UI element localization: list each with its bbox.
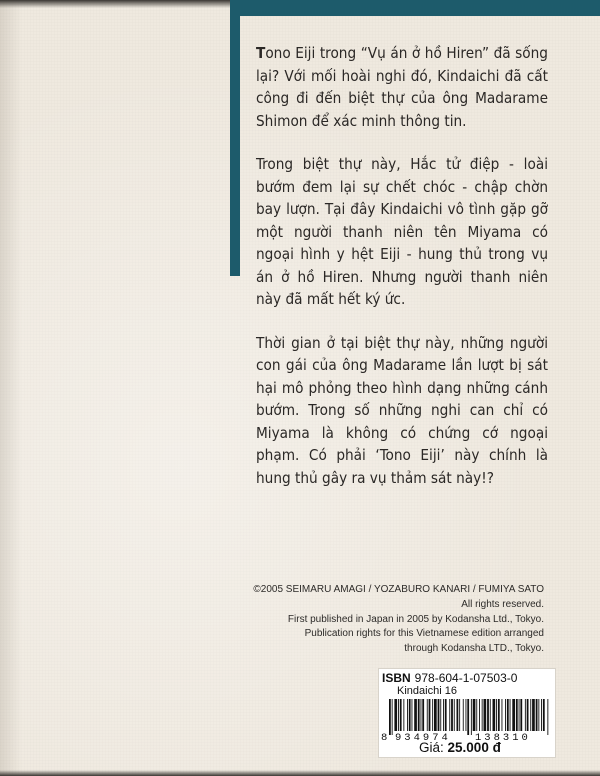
synopsis-text (256, 42, 548, 510)
synopsis-paragraph-2: Trong biệt thự này, Hắc tử điệp - loài bướm đem lại sự chết chóc - chập chờn bay lượn. Tại đây Kindaichi vô tình gặp gỡ một người thanh niên tên Miyama có ngoại hình y hệt Eiji - hung thủ trong vụ án ở hồ Hiren. Nhưng người thanh niên này đã mất hết ký ức. (256, 155, 548, 308)
barcode-stripe (427, 699, 428, 731)
barcode-stripe (467, 699, 469, 735)
barcode-stripe (476, 699, 477, 731)
barcode-stripe (438, 699, 440, 731)
isbn-line (382, 671, 517, 685)
paragraph-1-text: ono Eiji trong “Vụ án ở hồ Hiren” đã sống lại? Với mối hoài nghi đó, Kindaichi đã cất công đi đến biệt thự của ông Madarame Shimon để xác minh thông tin. (256, 44, 548, 130)
first-published-line: First published in Japan in 2005 by Kodansha Ltd., Tokyo. (287, 613, 544, 625)
barcode-stripe (512, 699, 515, 731)
barcode-stripe (422, 699, 424, 731)
series-volume: Kindaichi 16 (397, 685, 457, 697)
barcode-stripe (547, 699, 548, 735)
barcode-stripe (440, 699, 441, 731)
synopsis-paragraph-3: Thời gian ở tại biệt thự này, những người con gái của ông Madarame lần lượt bị sát hại mô phỏng theo hình dạng những cánh bướm. Trong số những nghi can chỉ có Miyama là không có chứng cớ ngoại phạm. Có phải ‘Tono Eiji’ này chính là hung thủ gây ra vụ thảm sát này!? (256, 333, 548, 487)
barcode-stripe (519, 699, 520, 731)
barcode-stripe (487, 699, 489, 731)
barcode-digit-first: 8 (381, 732, 388, 744)
barcode-stripe (434, 699, 437, 731)
bottom-edge-shadow (0, 770, 600, 776)
barcode-stripe (493, 699, 496, 731)
barcode-stripe (510, 699, 511, 731)
barcode-digit-group-2: 138310 (475, 732, 531, 744)
barcode-stripe (429, 699, 431, 731)
barcode-stripe (463, 699, 464, 731)
barcode-stripe (532, 699, 535, 731)
rights-reserved-line: All rights reserved. (461, 598, 544, 610)
barcode-stripe (473, 699, 476, 731)
barcode-bars (389, 699, 549, 735)
copyright-line: ©2005 SEIMARU AMAGI / YOZABURO KANARI / FUMIYA SATO (253, 584, 544, 595)
barcode-stripe (505, 699, 506, 731)
barcode-stripe (543, 699, 545, 731)
barcode-stripe (421, 699, 422, 731)
copyright-credits (224, 583, 544, 657)
barcode-stripe (502, 699, 503, 731)
barcode-stripe (466, 699, 467, 731)
barcode-stripe (459, 699, 460, 731)
barcode-stripe (412, 699, 413, 731)
barcode-stripe (432, 699, 433, 731)
price-line (419, 740, 501, 755)
barcode-stripe (490, 699, 491, 731)
barcode-stripe (507, 699, 509, 731)
price-value: 25.000 đ (447, 740, 501, 755)
barcode-stripe (443, 699, 444, 731)
barcode-stripe (389, 699, 391, 735)
barcode-stripe (496, 699, 497, 731)
barcode-stripe (516, 699, 518, 731)
publication-rights-line: Publication rights for this Vietnamese edition arranged (304, 628, 544, 640)
barcode-stripe (525, 699, 526, 731)
barcode-stripe (482, 699, 483, 731)
isbn-label: ISBN (382, 671, 411, 685)
teal-accent-bar-side (230, 16, 240, 276)
barcode-stripe (414, 699, 417, 731)
arranged-through-line: through Kodansha LTD., Tokyo. (404, 643, 544, 655)
barcode-stripe (394, 699, 397, 731)
barcode-stripe (530, 699, 531, 731)
barcode-stripe (445, 699, 447, 731)
barcode-stripe (451, 699, 453, 731)
barcode-stripe (536, 699, 538, 731)
barcode-sticker (378, 668, 556, 758)
barcode-stripe (527, 699, 529, 731)
barcode-stripe (484, 699, 487, 731)
synopsis-paragraph-1 (256, 42, 548, 132)
barcode-stripe (541, 699, 542, 731)
drop-cap-letter: T (256, 44, 266, 62)
barcode-stripe (403, 699, 404, 731)
barcode-stripe (471, 699, 472, 735)
spine-shadow (0, 0, 22, 776)
isbn-number: 978-604-1-07503-0 (414, 671, 518, 685)
teal-accent-bar-top (230, 0, 600, 16)
barcode-stripe (407, 699, 408, 731)
barcode-stripe (409, 699, 411, 731)
barcode-stripe (454, 699, 455, 731)
barcode-stripe (418, 699, 420, 731)
barcode-stripe (520, 699, 522, 731)
barcode-stripe (392, 699, 393, 735)
barcode-stripe (400, 699, 402, 731)
barcode-stripe (498, 699, 500, 731)
barcode-stripe (457, 699, 459, 731)
barcode-stripe (479, 699, 480, 731)
barcode-stripe (398, 699, 399, 731)
barcode-digit-group-1: 934974 (395, 732, 451, 744)
price-label: Giá: (419, 740, 444, 755)
barcode-stripe (449, 699, 450, 731)
barcode-stripe (538, 699, 539, 731)
